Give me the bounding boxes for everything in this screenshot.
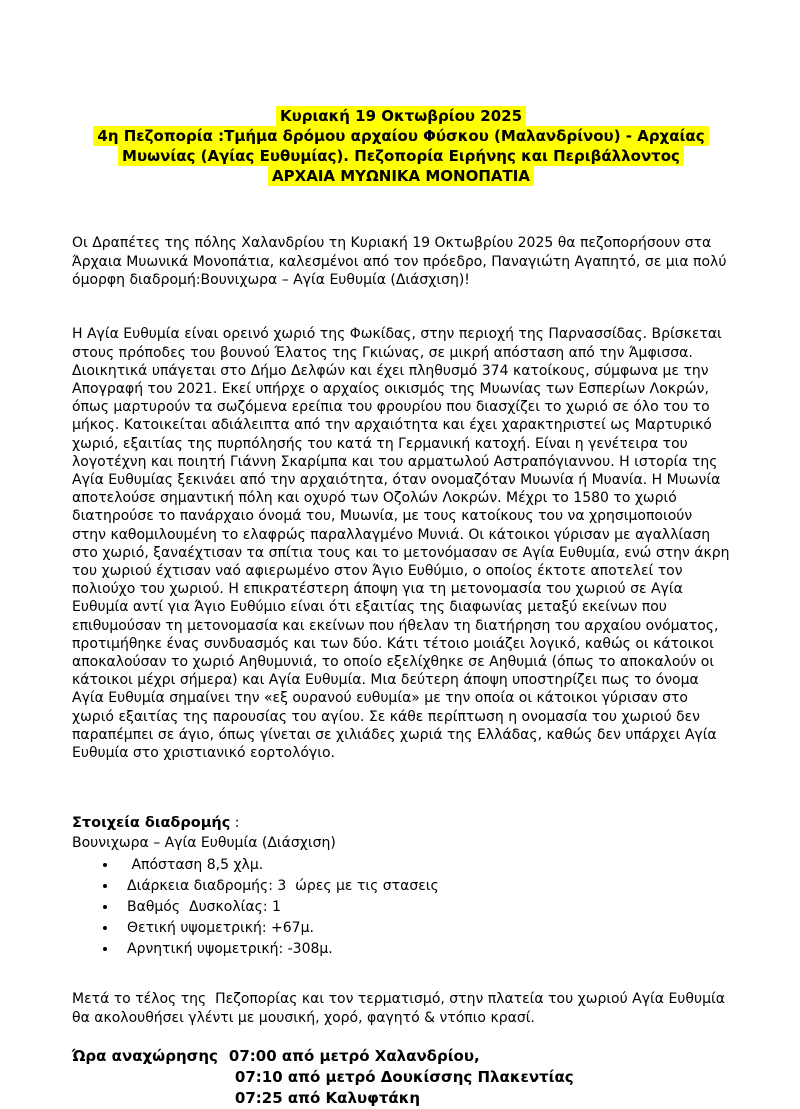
event-title-line-2 <box>72 146 730 166</box>
route-stat-ascent: • Θετική υψομετρική: +67μ. <box>118 918 730 939</box>
departure-time-doukissis-plakentias: 07:10 από μετρό Δουκίσσης Πλακεντίας <box>234 1067 574 1086</box>
body-text-block <box>72 198 736 799</box>
departure-label: Ώρα αναχώρησης <box>72 1046 218 1065</box>
event-title-line-3 <box>72 166 730 186</box>
departure-time-kalyftaki: 07:25 από Καλυφτάκη <box>234 1088 421 1107</box>
route-stats-list <box>72 855 730 960</box>
departure-time-chalandri: 07:00 από μετρό Χαλανδρίου, <box>228 1046 480 1065</box>
event-title-highlight-1: 4η Πεζοπορία :Τμήμα δρόμου αρχαίου Φύσκου (Μαλανδρίνου) - Αρχαίας <box>93 126 708 146</box>
event-title-highlight-2: Μυωνίας (Αγίας Ευθυμίας). Πεζοπορία Ειρήνης και Περιβάλλοντος <box>118 146 684 166</box>
village-history-paragraph: Η Αγία Ευθυμία είναι ορεινό χωριό της Φωκίδας, στην περιοχή της Παρνασσίδας. Βρίσκεται στους πρόποδες του βουνού Έλατος της Γκιώνας, σε μικρή απόσταση από την Άμφισσα. Διοικητικά υπάγεται στο Δήμο Δελφών και έχει πληθυσμό 374 κατοίκους, σύμφωνα με την Απογραφή του 2021. Εκεί υπήρχε ο αρχαίος οικισμός της Μυωνίας των Εσπερίων Λοκρών, όπως μαρτυρούν τα σωζόμενα ερείπια του φρουρίου που διασχίζει το χωριό σε όλο του το μήκος. Κατοικείται αδιάλειπτα από την αρχαιότητα και έχει χαρακτηριστεί ως Μαρτυρικό χωριό, εξαιτίας της πυρπόλησής του κατά τη Γερμανική κατοχή. Είναι η γενέτειρα του λογοτέχνη και ποιητή Γιάννη Σκαρίμπα και του αρματωλού Αστραπόγιαννου. Η ιστορία της Αγία Ευθυμίας ξεκινάει από την αρχαιότητα, όταν ονομαζόταν Μυωνία ή Μυανία. Η Μυωνία αποτελούσε σημαντική πόλη και οχυρό των Οζολών Λοκρών. Μέχρι το 1580 το χωριό διατηρούσε το πανάρχαιο όνομά του, Μυωνία, με τους κατοίκους του να χρησιμοποιούν στην καθομιλουμένη το ελαφρώς παραλλαγμένο Μυνιά. Οι κάτοικοι γύρισαν με αγαλλίαση στο χωριό, ξαναέχτισαν τα σπίτια τους και το μετονόμασαν σε Αγία Ευθυμία, ενώ στην άκρη του χωριού έχτισαν ναό αφιερωμένο στον Άγιο Ευθύμιο, ο οποίος έκτοτε αποτελεί τον πολιούχο του χωριού. Η επικρατέστερη άποψη για τη μετονομασία του χωριού σε Αγία Ευθυμία αντί για Άγιο Ευθύμιο είναι ότι εξαιτίας της διαφωνίας μεταξύ εκείνων που επιθυμούσαν τη μετονομασία και εκείνων που ήθελαν τη διατήρηση του αρχαίου ονόματος, προτιμήθηκε ένας συνδυασμός και των δύο. Κάτι τέτοιο μοιάζει λογικό, καθώς οι κάτοικοι αποκαλούσαν το χωριό Αηθυμυνιά, το οποίο εξελίχθηκε σε Αηθυμιά (όπως το αποκαλούν οι κάτοικοι μέχρι σήμερα) και Αγία Ευθυμία. Μια δεύτερη άποψη υποστηρίζει πως το όνομα Αγία Ευθυμία σημαίνει την «εξ ουρανού ευθυμία» με την οποία οι κάτοικοι γύρισαν στο χωριό εξαιτίας της παρουσίας του αγίου. Σε κάθε περίπτωση η ονομασία του χωριού δεν παραπέμπει σε άγιο, όπως γίνεται σε χιλιάδες χωριά της Ελλάδας, καθώς δεν υπάρχει Αγία Ευθυμία στο χριστιανικό εορτολόγιο. <box>72 326 734 762</box>
route-details-heading-row <box>72 813 730 833</box>
event-date-line <box>72 106 730 126</box>
route-details-heading-colon: : <box>230 814 240 831</box>
route-stat-descent: • Αρνητική υψομετρική: -308μ. <box>118 939 730 960</box>
afterparty-paragraph: Μετά το τέλος της Πεζοπορίας και τον τερματισμό, στην πλατεία του χωριού Αγία Ευθυμία θα ακολουθήσει γλέντι με μουσική, χορό, φαγητό & ντόπιο κρασί. <box>72 990 730 1026</box>
event-title-highlight-3: ΑΡΧΑΙΑ ΜΥΩΝΙΚΑ ΜΟΝΟΠΑΤΙΑ <box>268 166 534 186</box>
event-header <box>72 106 730 186</box>
route-stat-distance: • Απόσταση 8,5 χλμ. <box>118 855 730 876</box>
route-stat-difficulty: • Βαθμός Δυσκολίας: 1 <box>118 897 730 918</box>
route-details-section <box>72 813 730 960</box>
route-name: Βουνιχωρα – Αγία Ευθυμία (Διάσχιση) <box>72 834 336 851</box>
route-stat-duration: • Διάρκεια διαδρομής: 3 ώρες με τις στασεις <box>118 876 730 897</box>
route-details-heading: Στοιχεία διαδρομής <box>72 814 231 831</box>
intro-paragraph: Οι Δραπέτες της πόλης Χαλανδρίου τη Κυριακή 19 Οκτωβρίου 2025 θα πεζοπορήσουν στα Άρχαια Μυωνικά Μονοπάτια, καλεσμένοι από τον πρόεδρο, Παναγιώτη Αγαπητό, σε μια πολύ όμορφη διαδρομή:Βουνιχωρα – Αγία Ευθυμία (Διάσχιση)! <box>72 235 736 288</box>
event-title-line-1 <box>72 126 730 146</box>
departure-times-list <box>229 1046 574 1109</box>
departure-times-section <box>72 1046 730 1109</box>
event-date-highlight: Κυριακή 19 Οκτωβρίου 2025 <box>276 106 526 126</box>
